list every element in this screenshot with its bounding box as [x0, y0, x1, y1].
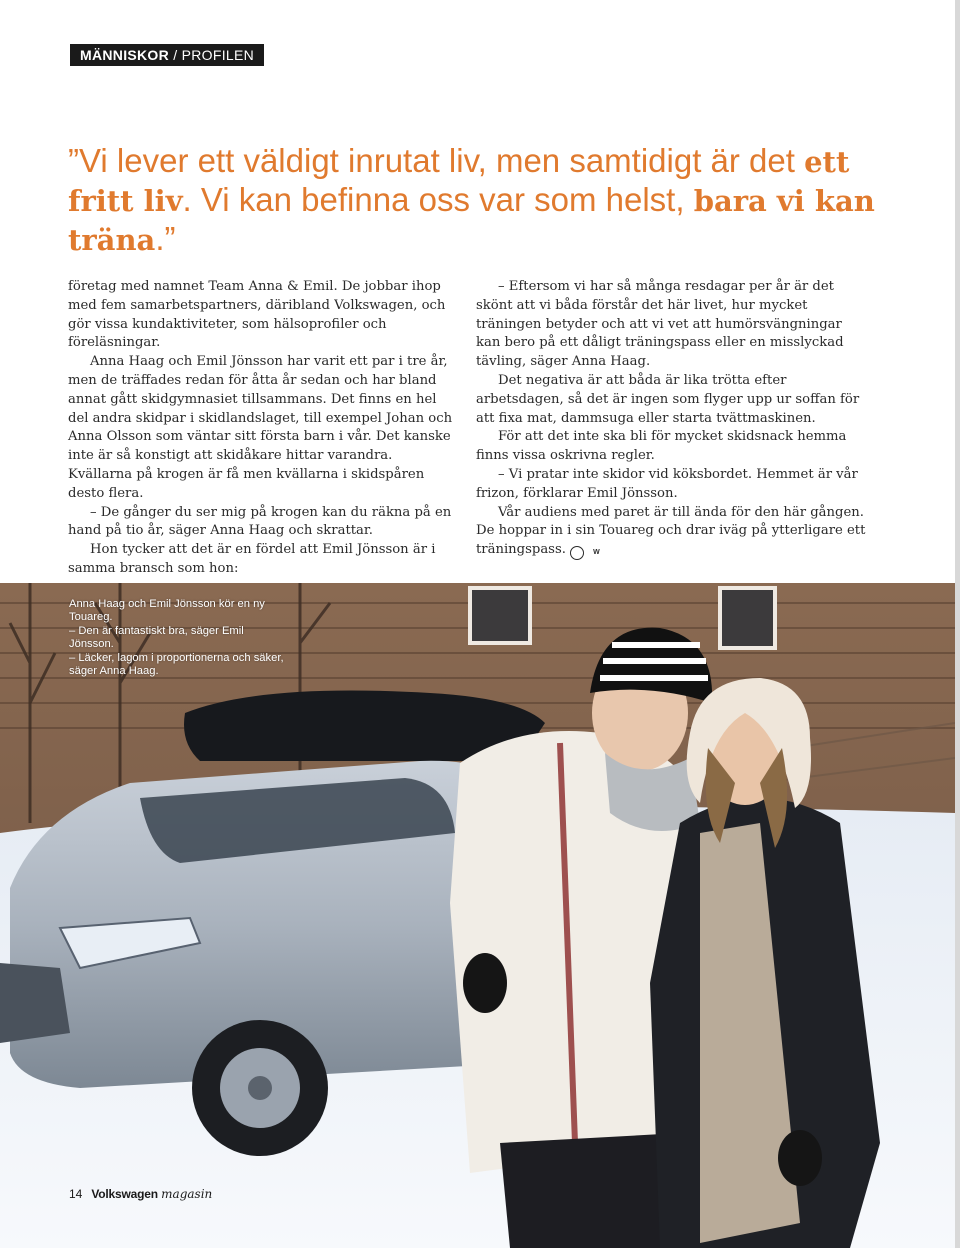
page-edge: [955, 0, 960, 1248]
body-column-right: [476, 278, 868, 560]
body-column-left: [68, 278, 460, 579]
section-tag-rest: / PROFILEN: [169, 47, 255, 63]
winter-couple-car-illustration: [0, 583, 955, 1248]
pull-quote-bold-1: ett fritt liv: [68, 145, 850, 218]
caption-line: – Den är fantastiskt bra, säger Emil Jönsson.: [69, 624, 244, 651]
section-tag-bold: MÄNNISKOR: [80, 47, 170, 63]
vw-end-mark-icon: W: [570, 546, 584, 560]
page-number: 14: [69, 1187, 83, 1201]
paragraph: – Eftersom vi har så många resdagar per år är det skönt att vi båda förstår det här livet, hur mycket träningen betyder och att vi vet att humörsvängningar kan bero på ett dåligt träningspass eller en misslyckad tävling, säger Anna Haag.: [476, 279, 844, 370]
page-footer: [69, 1187, 212, 1201]
paragraph: Det negativa är att båda är lika trötta efter arbetsdagen, så det är ingen som flyger upp ur soffan för att fixa mat, dammsuga eller starta tvättmaskinen.: [476, 372, 860, 426]
paragraph: Hon tycker att det är en fördel att Emil Jönsson är i samma bransch som hon:: [68, 542, 436, 576]
paragraph: För att det inte ska bli för mycket skidsnack hemma finns vissa oskrivna regler.: [476, 429, 847, 464]
footer-brand: Volkswagen: [91, 1187, 158, 1201]
footer-magazine: magasin: [161, 1187, 213, 1201]
pull-quote-bold-2: bara vi kan träna: [68, 184, 875, 257]
caption-line: – Läcker, lagom i proportionerna och säker, säger Anna Haag.: [69, 651, 284, 678]
paragraph-last: [476, 504, 868, 561]
pull-quote-text-1: ”Vi lever ett väldigt inrutat liv, men samtidigt är det: [68, 142, 805, 179]
paragraph: Anna Haag och Emil Jönsson har varit ett par i tre år, men de träffades redan för åtta år sedan och har bland annat gått skidgymnasiet tillsammans. Det finns en hel del andra skidpar i skidlandslaget, till exempel Johan och Anna Olsson som väntar sitt första barn i vår. Det kanske inte är så konstigt att skidåkare hittar varandra. Kvällarna på krogen är få men kvällarna i skidspåren desto flera.: [68, 354, 453, 501]
paragraph: – Vi pratar inte skidor vid köksbordet. Hemmet är vår frizon, förklarar Emil Jönsson.: [476, 466, 858, 501]
pull-quote-text-2: . Vi kan befinna oss var som helst,: [182, 181, 694, 218]
paragraph: – De gånger du ser mig på krogen kan du räkna på en hand på tio år, säger Anna Haag och skrattar.: [68, 504, 452, 539]
section-tag: [70, 44, 264, 66]
caption-line: Anna Haag och Emil Jönsson kör en ny Touareg.: [69, 598, 265, 624]
photo-caption: [69, 598, 289, 678]
cover-photo: [0, 583, 955, 1248]
paragraph-last-text: Vår audiens med paret är till ända för den här gången. De hoppar in i sin Touareg och drar iväg på ytterligare ett träningspass.: [476, 504, 866, 558]
paragraph: företag med namnet Team Anna & Emil. De jobbar ihop med fem samarbetspartners, däribland Volkswagen, och gör vissa kundaktiviteter, som hälsoprofiler och föreläsningar.: [68, 279, 446, 351]
pull-quote-text-3: .”: [155, 220, 176, 257]
pull-quote: [68, 142, 888, 259]
